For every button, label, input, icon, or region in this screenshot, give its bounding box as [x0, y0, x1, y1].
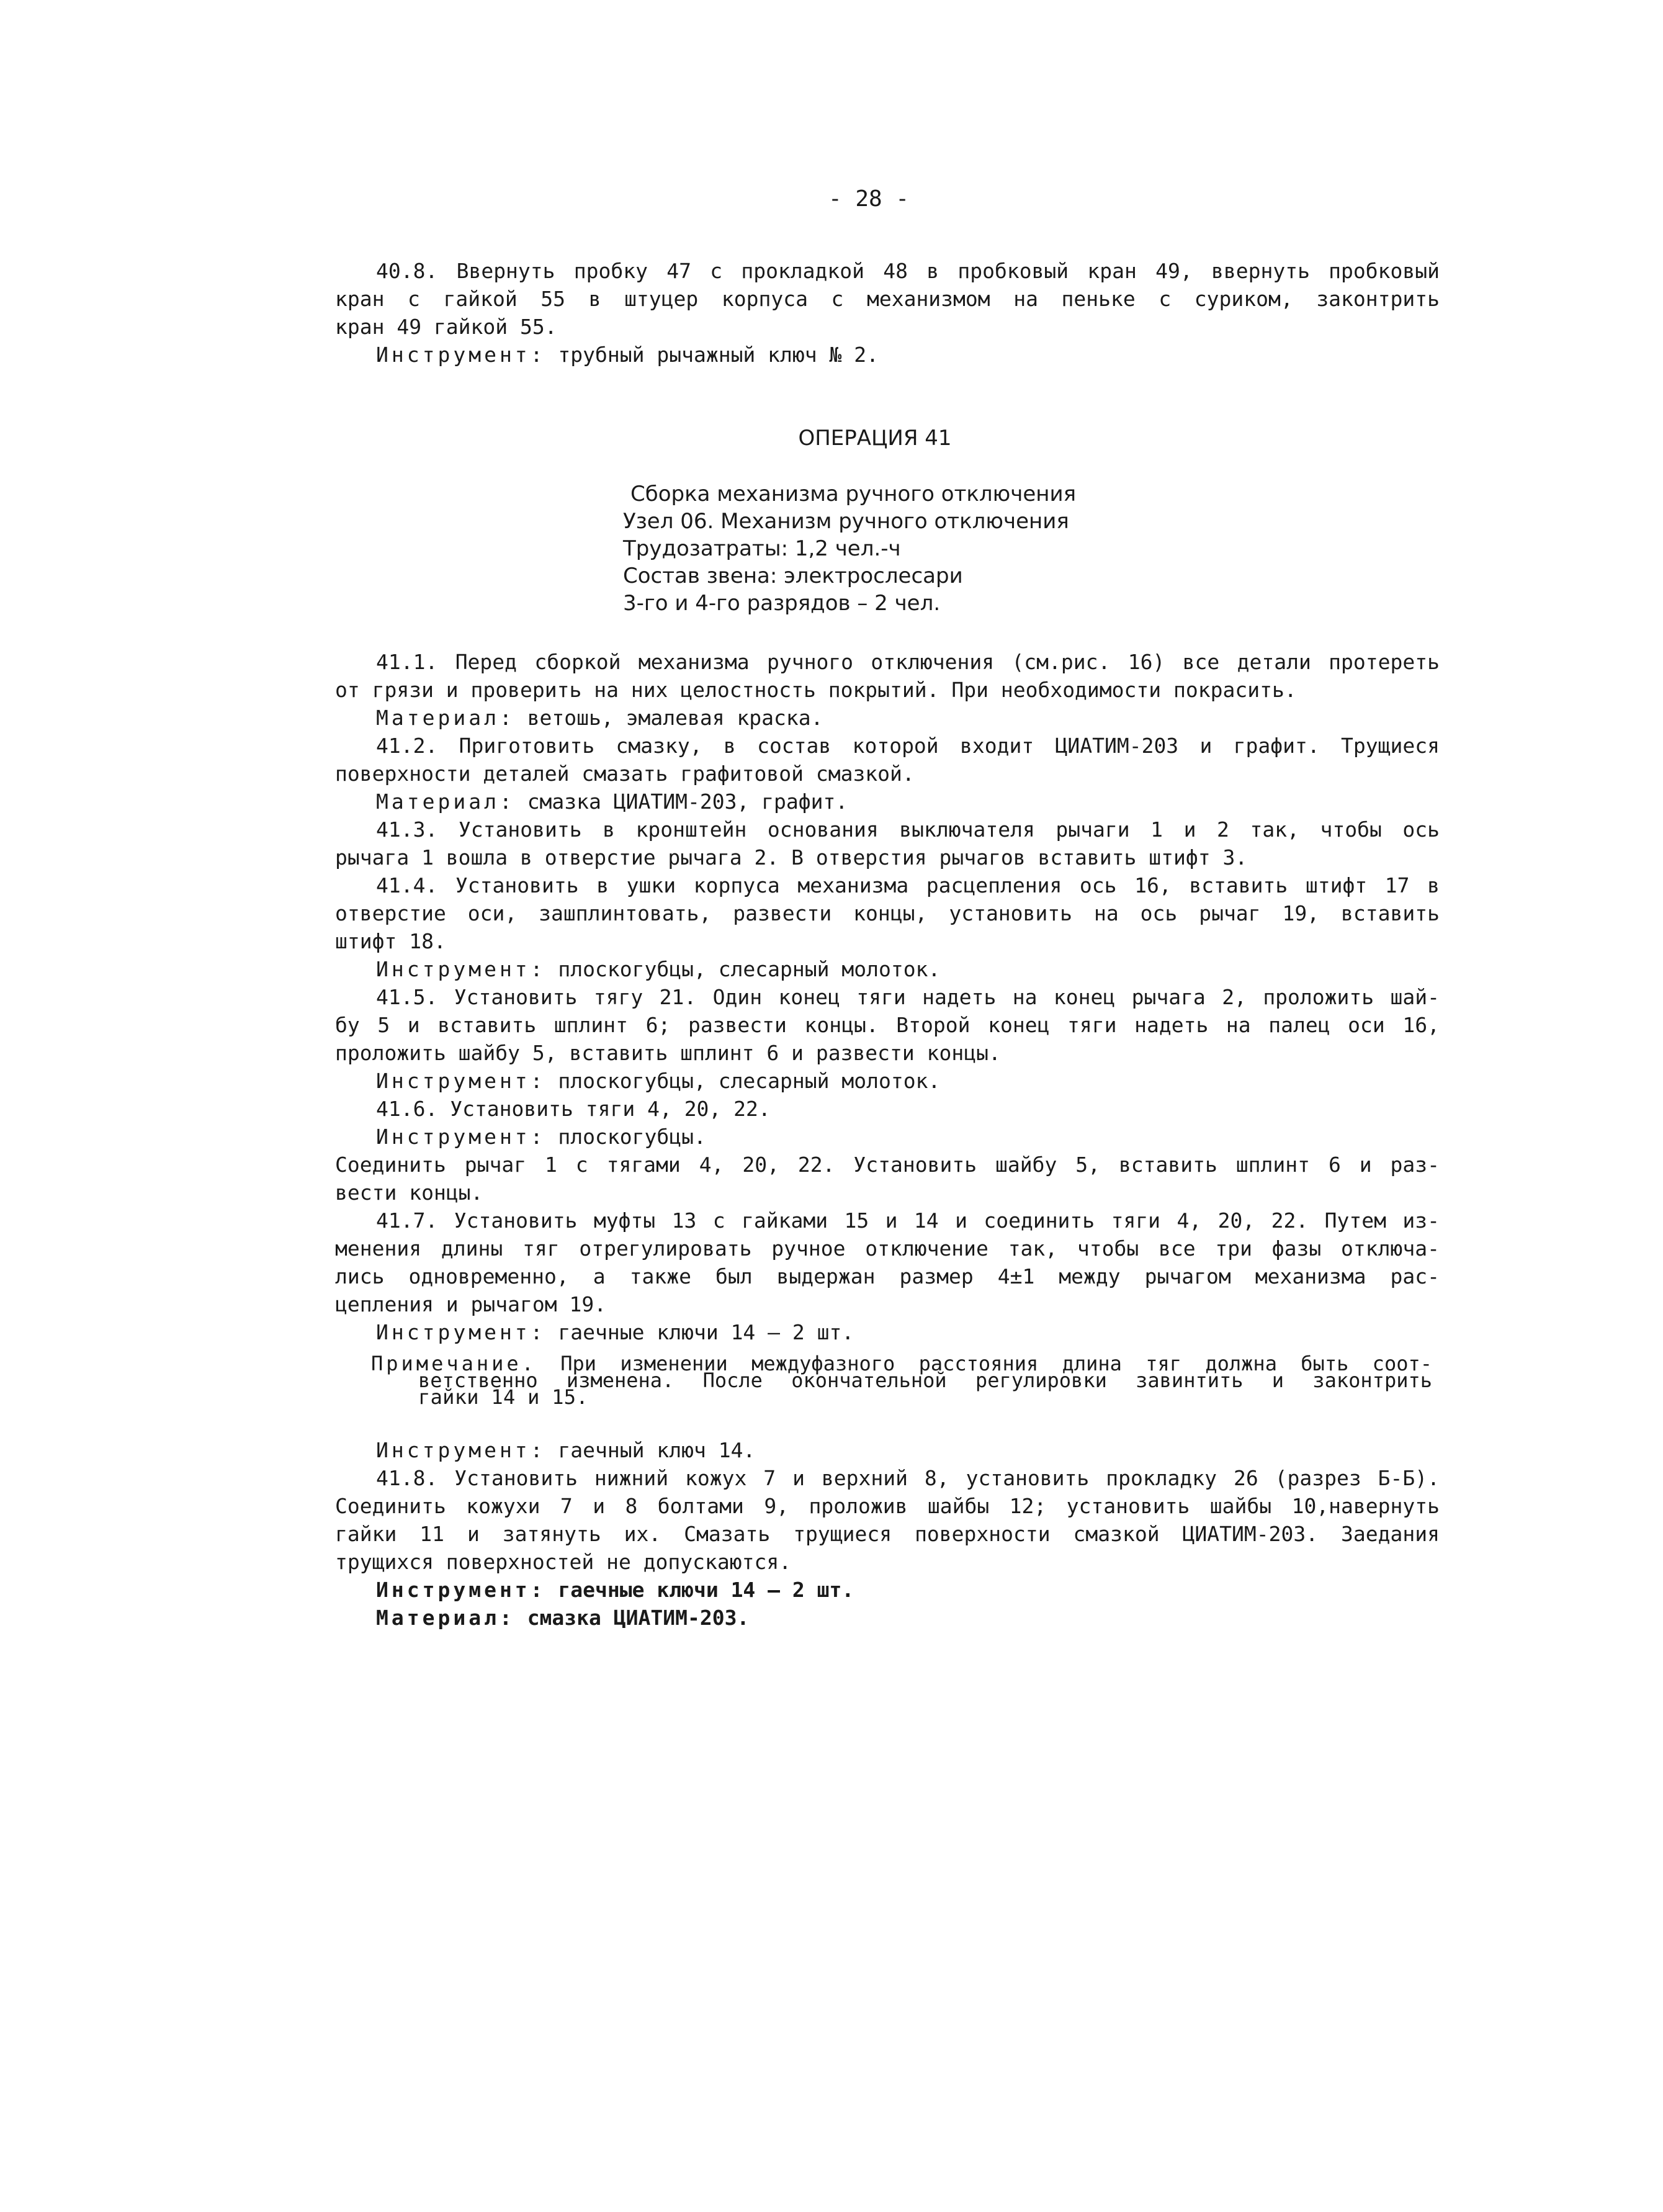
tool-line — [335, 1436, 1440, 1464]
tool-line — [335, 341, 1440, 369]
text-line: кран с гайкой 55 в штуцер корпуса с механизмом на пеньке с суриком, законтрить — [335, 287, 1440, 311]
tool-label: Инструмент: — [376, 1125, 546, 1149]
text-line: штифт 18. — [335, 929, 446, 953]
tool-value: гаечные ключи 14 – 2 шт. — [558, 1320, 854, 1344]
tool-line — [335, 1123, 1440, 1151]
operation-info — [623, 480, 1076, 617]
text-line: вести концы. — [335, 1180, 483, 1205]
text-line: рычага 1 вошла в отверстие рычага 2. В отверстия рычагов вставить штифт 3. — [335, 845, 1248, 870]
operation-body-continued — [335, 1436, 1440, 1632]
note-block — [371, 1352, 1433, 1409]
tool-label: Инструмент: — [376, 957, 546, 981]
text-line: 41.3. Установить в кронштейн основания выключателя рычаги 1 и 2 так, чтобы ось — [376, 817, 1440, 842]
material-line — [335, 704, 1440, 732]
paragraph-40-8 — [335, 257, 1440, 369]
material-value: ветошь, эмалевая краска. — [527, 706, 823, 730]
text-line: менения длины тяг отрегулировать ручное отключение так, чтобы все три фазы отключа- — [335, 1236, 1440, 1261]
note-label: Примечание. — [371, 1352, 537, 1375]
text-line: Соединить кожухи 7 и 8 болтами 9, проложив шайбы 12; установить шайбы 10,навернуть — [335, 1494, 1440, 1518]
text-line: 41.1. Перед сборкой механизма ручного отключения (см.рис. 16) все детали протереть — [376, 650, 1440, 674]
tool-label: Инструмент: — [376, 1069, 546, 1093]
material-label: Материал: — [376, 789, 515, 814]
text-line: 41.5. Установить тягу 21. Один конец тяги надеть на конец рычага 2, проложить шай- — [376, 985, 1440, 1009]
tool-line — [335, 1576, 1440, 1604]
tool-value: гаечный ключ 14. — [558, 1438, 756, 1462]
text-line: гайки 11 и затянуть их. Смазать трущиеся поверхности смазкой ЦИАТИМ-203. Заедания — [335, 1522, 1440, 1546]
text-line: 41.6. Установить тяги 4, 20, 22. — [376, 1097, 771, 1121]
tool-label: Инструмент: — [376, 343, 546, 367]
tool-line — [335, 955, 1440, 983]
operation-info-line: Состав звена: электрослесари — [623, 564, 963, 588]
tool-label: Инструмент: — [376, 1438, 546, 1462]
note-line: ветственно изменена. После окончательной регулировки завинтить и законтрить — [418, 1369, 1432, 1392]
text-line: от грязи и проверить на них целостность покрытий. При необходимости покрасить. — [335, 678, 1297, 702]
text-line: цепления и рычагом 19. — [335, 1292, 607, 1316]
operation-info-line: Сборка механизма ручного отключения — [630, 482, 1077, 506]
text-line: отверстие оси, зашплинтовать, развести концы, установить на ось рычаг 19, вставить — [335, 901, 1440, 925]
note-line: гайки 14 и 15. — [418, 1385, 588, 1409]
tool-line — [335, 1067, 1440, 1095]
material-label: Материал: — [376, 1606, 515, 1630]
tool-label: Инструмент: — [376, 1578, 546, 1602]
material-label: Материал: — [376, 706, 515, 730]
operation-body — [335, 648, 1440, 1346]
text-line: трущихся поверхностей не допускаются. — [335, 1550, 792, 1574]
text-line: проложить шайбу 5, вставить шплинт 6 и развести концы. — [335, 1041, 1001, 1065]
tool-label: Инструмент: — [376, 1320, 546, 1344]
material-value: смазка ЦИАТИМ-203. — [527, 1606, 750, 1630]
operation-info-line: Узел 06. Механизм ручного отключения — [623, 509, 1069, 534]
text-line: 41.2. Приготовить смазку, в состав которой входит ЦИАТИМ-203 и графит. Трущиеся — [376, 734, 1440, 758]
material-value: смазка ЦИАТИМ-203, графит. — [527, 789, 848, 814]
tool-value: плоскогубцы, слесарный молоток. — [558, 957, 941, 981]
tool-line — [335, 1318, 1440, 1346]
text-line: 41.4. Установить в ушки корпуса механизма расцепления ось 16, вставить штифт 17 в — [376, 873, 1440, 897]
text-line: Соединить рычаг 1 с тягами 4, 20, 22. Установить шайбу 5, вставить шплинт 6 и раз- — [335, 1153, 1440, 1177]
page-number: - 28 - — [828, 186, 910, 212]
operation-info-line: 3-го и 4-го разрядов – 2 чел. — [623, 591, 941, 616]
text-line: бу 5 и вставить шплинт 6; развести концы. Второй конец тяги надеть на палец оси 16, — [335, 1013, 1440, 1037]
tool-value: плоскогубцы, слесарный молоток. — [558, 1069, 941, 1093]
note-line: Примечание. При изменении междуфазного расстояния длина тяг должна быть соот- — [371, 1352, 1433, 1375]
operation-info-line: Трудозатраты: 1,2 чел.-ч — [623, 536, 901, 561]
tool-value: гаечные ключи 14 – 2 шт. — [558, 1578, 854, 1602]
tool-value: плоскогубцы. — [558, 1125, 706, 1149]
material-line — [335, 788, 1440, 816]
text-line: 41.8. Установить нижний кожух 7 и верхний 8, установить прокладку 26 (разрез Б-Б). — [376, 1466, 1440, 1490]
text-line: 41.7. Установить муфты 13 с гайками 15 и 14 и соединить тяги 4, 20, 22. Путем из- — [376, 1208, 1440, 1233]
material-line — [335, 1604, 1440, 1632]
text-line: 40.8. Ввернуть пробку 47 с прокладкой 48 в пробковый кран 49, ввернуть пробковый — [376, 259, 1440, 283]
text-line: поверхности деталей смазать графитовой смазкой. — [335, 762, 915, 786]
text-line: кран 49 гайкой 55. — [335, 315, 557, 339]
operation-title: ОПЕРАЦИЯ 41 — [798, 426, 952, 451]
text-line: лись одновременно, а также был выдержан размер 4±1 между рычагом механизма рас- — [335, 1264, 1440, 1288]
tool-value: трубный рычажный ключ № 2. — [558, 343, 879, 367]
